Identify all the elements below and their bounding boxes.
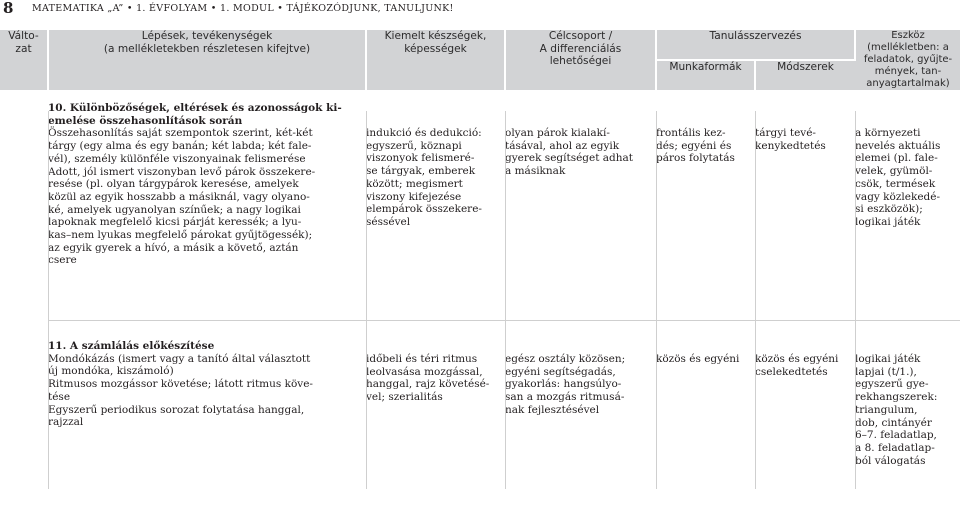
header-skills: Kiemelt készségek, képességek [366,30,505,90]
running-head [0,0,960,18]
table-row [0,102,960,333]
column-divider [366,111,367,489]
steps-cell [48,333,366,514]
column-divider [656,111,657,489]
header-tools: Eszköz (mellékletben: a feladatok, gyűjte- mények, tan- anyagtartalmak) [855,30,960,90]
work-forms-cell: közös és egyéni [656,333,755,514]
step-description: Mondókázás (ismert vagy a tanító által választott új mondóka, kiszámoló) Ritmusos mozgássor követése; látott ritmus köve- tése Egyszerű periodikus sorozat folytatása hanggal, rajzzal [48,352,313,429]
row-divider [48,320,960,321]
header-methods: Módszerek [755,60,855,90]
running-head-title: MATEMATIKA „A” • 1. ÉVFOLYAM • 1. MODUL • TÁJÉKOZÓDJUNK, TANULJUNK! [32,3,454,14]
page-number: 8 [3,0,14,17]
column-divider [855,111,856,489]
tools-cell: a környezeti nevelés aktuális elemei (pl. fale- velek, gyümöl- csök, termések vagy közlekedé- si eszközök); logikai játék [855,102,960,333]
header-variant: Válto- zat [0,30,48,90]
table-row [0,333,960,514]
skills-cell: indukció és dedukció: egyszerű, köznapi viszonyok felismeré- se tárgyak, emberek között; megismert viszony kifejezése elempárok összekere- séssével [366,102,505,333]
work-forms-cell: frontális kez- dés; egyéni és páros folytatás [656,102,755,333]
header-work-forms: Munkaformák [656,60,755,90]
skills-cell: időbeli és téri ritmus leolvasása mozgással, hanggal, rajz követésé- vel; szerialitás [366,333,505,514]
header-target-group: Célcsoport / A differenciálás lehetőségei [505,30,656,90]
step-description: Összehasonlítás saját szempontok szerint, két-két tárgy (egy alma és egy banán; két labda; két fale- vél), személy különféle viszonyainak felismerése Adott, jól ismert viszonyban levő párok összekere- resése (pl. olyan tárgypárok keresése, amelyek közül az egyik hosszabb a másiknál, vagy olyano- ké, amelyek ugyanolyan színűek; a nagy logikai lapoknak megfelelő kicsi párját keressék; a lyu- kas–nem lyukas megfelelő párokat gyűjtögessék); az egyik gyerek a hívó, a másik a követő, aztán csere [48,127,316,267]
methods-cell: közös és egyéni cselekedtetés [755,333,855,514]
step-title: 10. Különbözőségek, eltérések és azonosságok ki- emelése összehasonlítások során [48,102,342,127]
target-group-cell: olyan párok kialakí- tásával, ahol az egyik gyerek segítséget adhat a másiknak [505,102,656,333]
methods-cell: tárgyi tevé- kenykedtetés [755,102,855,333]
lesson-plan-table [0,30,960,514]
target-group-cell: egész osztály közösen; egyéni segítségadás, gyakorlás: hangsúlyo- san a mozgás ritmusá- nak fejlesztésével [505,333,656,514]
column-divider [48,111,49,489]
step-title: 11. A számlálás előkészítése [48,340,215,352]
variant-cell [0,102,48,333]
tools-cell: logikai játék lapjai (t/1.), egyszerű gye- rekhangszerek: triangulum, dob, cintányér 6–7. feladatlap, a 8. feladatlap- ból válogatás [855,333,960,514]
column-divider [755,111,756,489]
column-divider [505,111,506,489]
header-steps: Lépések, tevékenységek (a mellékletekben részletesen kifejtve) [48,30,366,90]
steps-cell [48,102,366,333]
header-learning-organization: Tanulásszervezés [656,30,855,60]
variant-cell [0,333,48,514]
